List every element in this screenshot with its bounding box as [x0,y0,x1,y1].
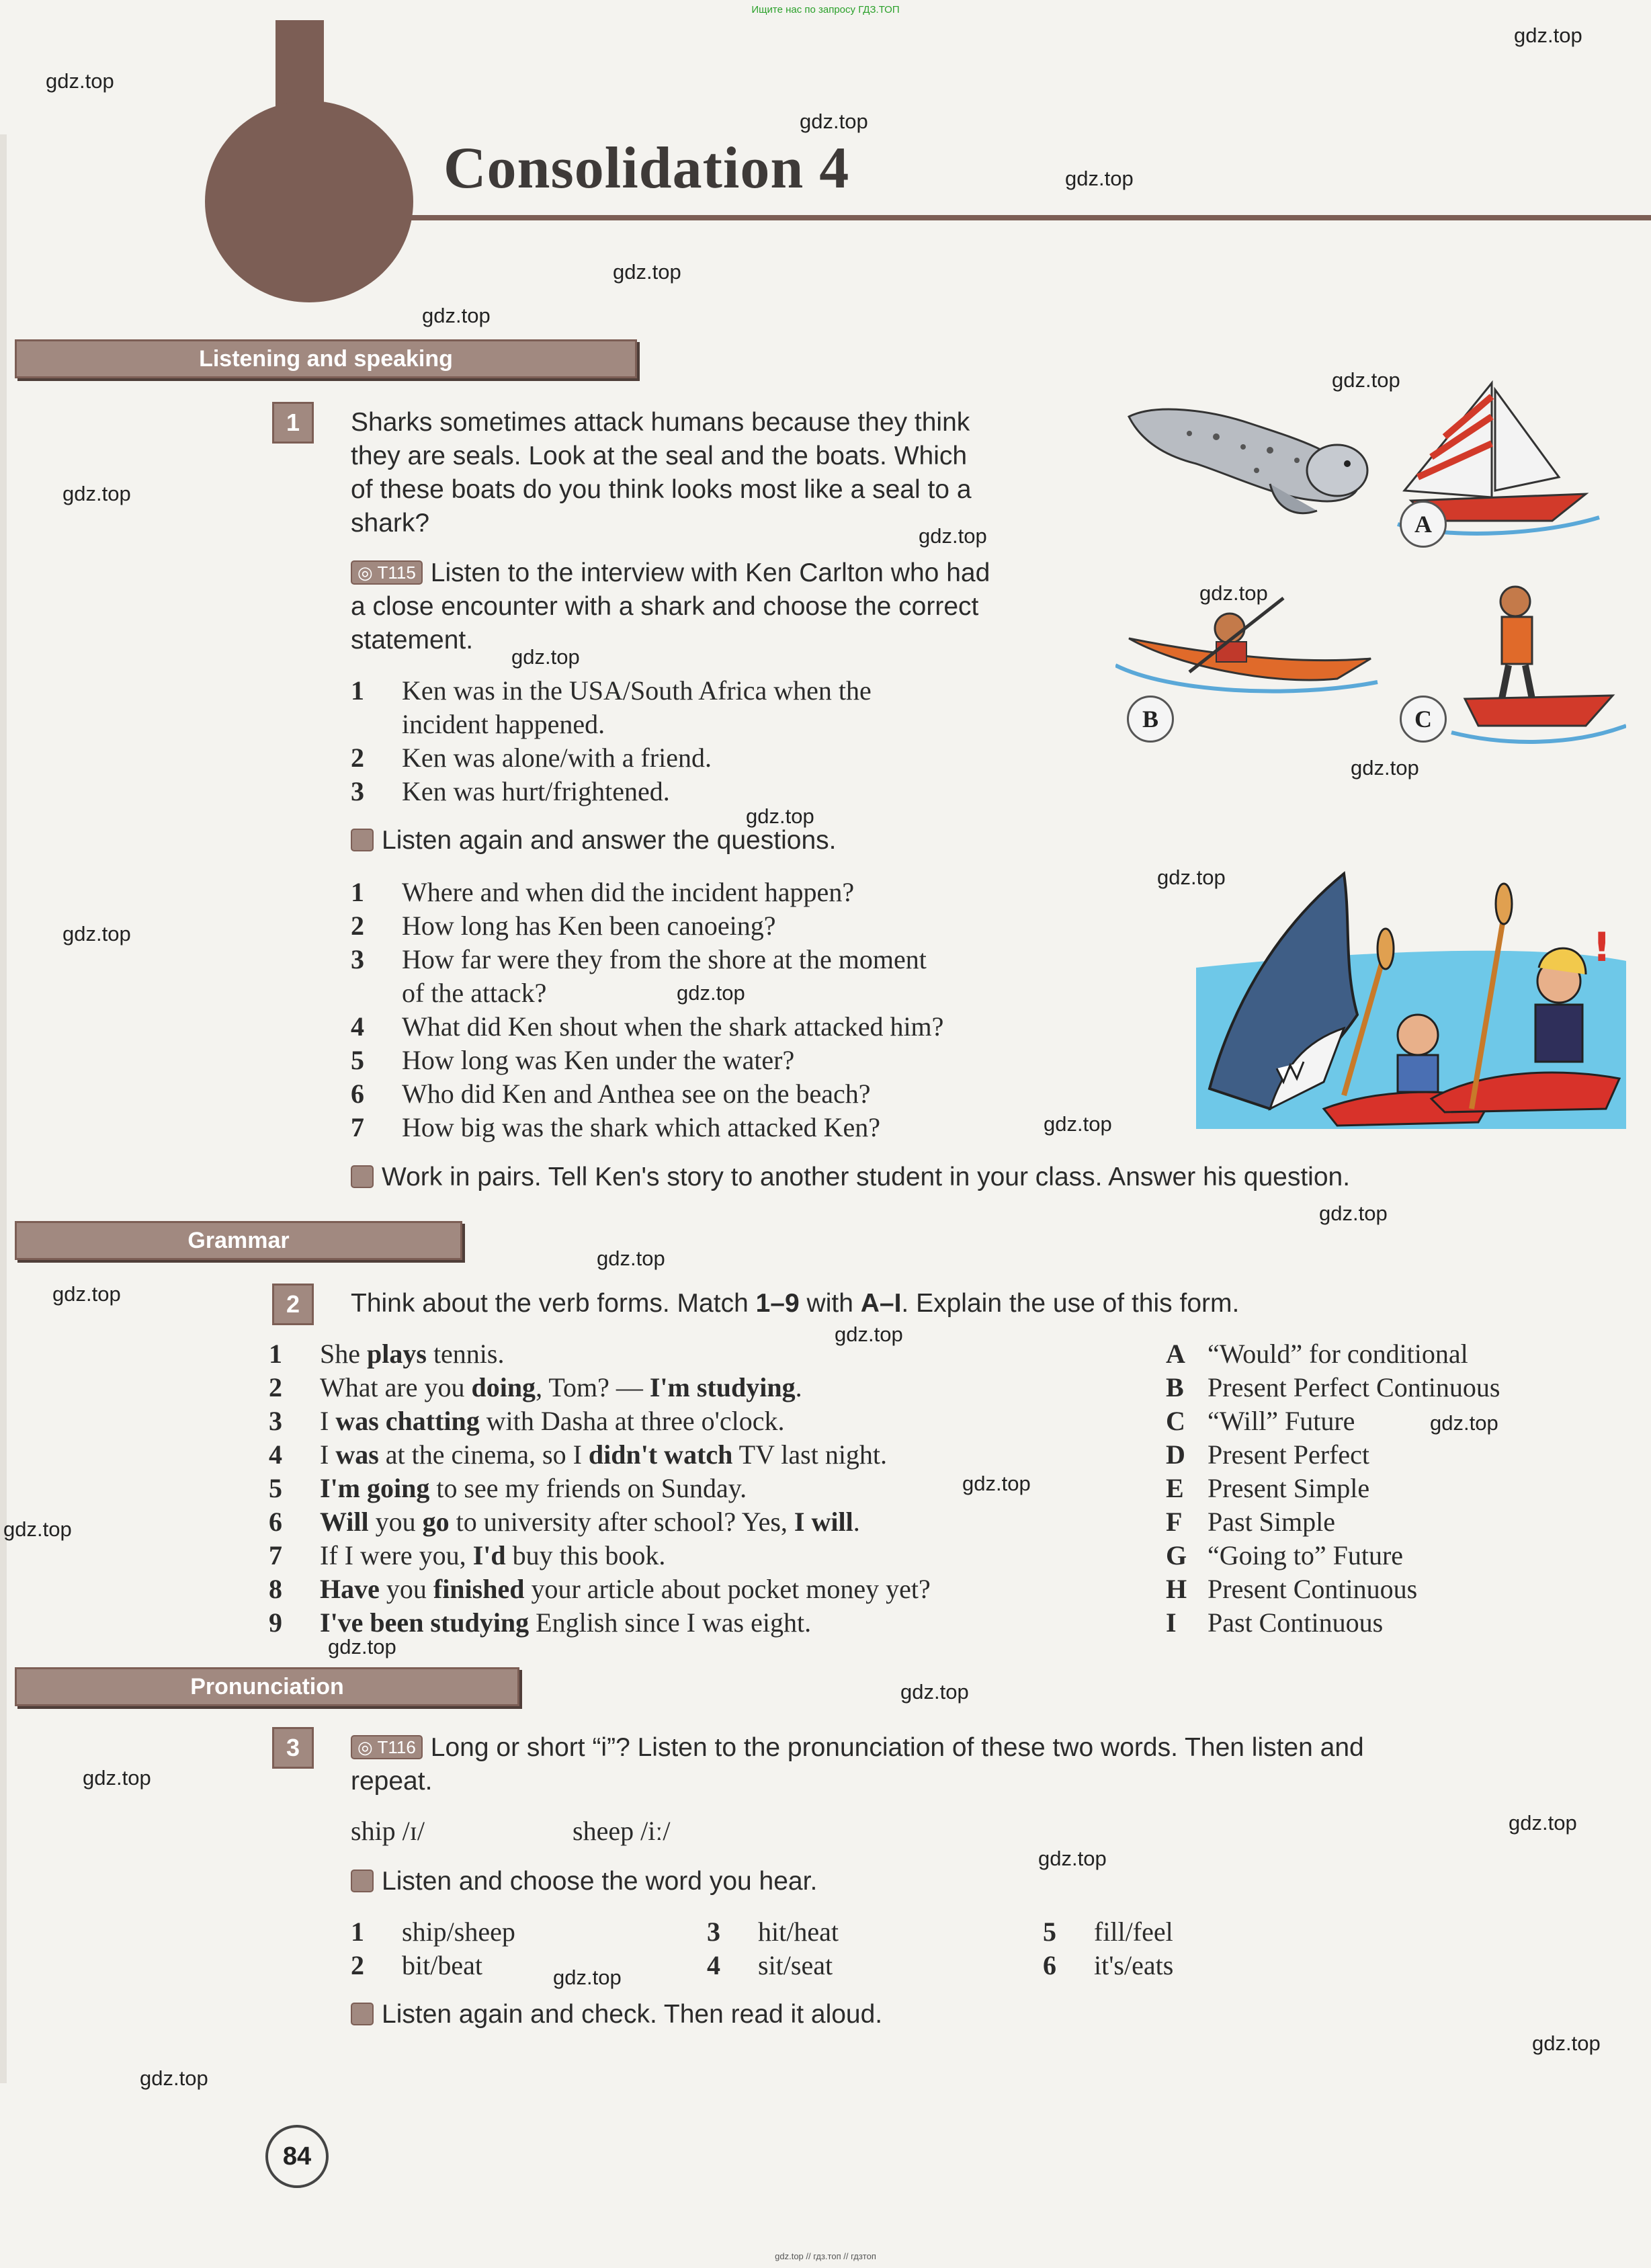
sentence-number: 3 [269,1406,282,1436]
question-item [351,976,943,1010]
word-pair-number: 4 [707,1950,720,1980]
svg-text:!: ! [1593,924,1611,971]
watermark: gdz.top [1199,581,1268,605]
sentence-item [269,1337,931,1371]
question-item [351,1077,943,1111]
question-item-number: 5 [351,1045,364,1075]
question-item-text: What did Ken shout when the shark attacked him? [402,1011,944,1042]
task-square-icon [351,2003,374,2025]
page-edge-shadow [0,134,7,2083]
title-underline [410,215,1651,220]
watermark: gdz.top [1319,1202,1388,1225]
verb-form: plays [367,1339,427,1369]
watermark: gdz.top [140,2066,208,2090]
verb-form: I've been studying [320,1607,530,1638]
ex1-pairwork: Work in pairs. Tell Ken's story to another student in your class. Answer his question. [351,1161,1350,1194]
ex1-intro: Sharks sometimes attack humans because they think they are seals. Look at the seal and the boats. Which of these boats do you think looks most like a seal to a shark? [351,408,972,538]
sentence-number: 6 [269,1507,282,1537]
statement-item [351,775,872,808]
watermark: gdz.top [1514,24,1582,47]
sentence-number: 4 [269,1439,282,1470]
form-letter: E [1166,1473,1184,1503]
form-letter: A [1166,1339,1185,1369]
sentence-item [269,1505,931,1539]
word-pair-number: 2 [351,1950,364,1980]
question-item-text: How far were they from the shore at the moment [402,944,927,974]
word-pair-number: 5 [1043,1917,1056,1947]
ex2-sentences-list [269,1337,931,1640]
form-item [1166,1337,1500,1371]
sentence-number: 1 [269,1339,282,1369]
form-name: Past Continuous [1208,1607,1384,1638]
form-name: Present Continuous [1208,1574,1418,1604]
ex3-word-ship: ship /ɪ/ [351,1816,425,1846]
sentence-item [269,1472,931,1505]
question-item-number: 3 [351,944,364,974]
top-search-hint[interactable]: Ищите нас по запросу ГДЗ.ТОП [751,4,900,15]
ex2-forms-list [1166,1337,1500,1640]
watermark: gdz.top [46,69,114,93]
question-item-text: Who did Ken and Anthea see on the beach? [402,1079,871,1109]
form-item [1166,1472,1500,1505]
title-decor-circle [205,101,413,302]
word-pair-item [1043,1949,1173,1982]
form-letter: G [1166,1540,1187,1570]
question-item [351,1010,943,1044]
kayak-image [1115,598,1378,691]
sentence-number: 7 [269,1540,282,1570]
form-item [1166,1371,1500,1404]
word-pair-item [351,1915,515,1949]
seal-image [1129,409,1367,513]
statement-item-number: 1 [351,675,364,706]
sentence-text: to see my friends on Sunday. [429,1473,747,1503]
verb-form: I will [794,1507,853,1537]
watermark: gdz.top [1044,1112,1112,1136]
statement-item-number: 3 [351,776,364,806]
task-square-icon [351,829,374,851]
watermark: gdz.top [62,482,131,505]
verb-form: finished [433,1574,525,1604]
form-letter: D [1166,1439,1185,1470]
form-name: “Will” Future [1208,1406,1355,1436]
sentence-text: What are you [320,1372,472,1402]
form-name: Present Simple [1208,1473,1370,1503]
form-letter: F [1166,1507,1183,1537]
verb-form: didn't watch [588,1439,733,1470]
word-pair-text: bit/beat [402,1950,482,1980]
sentence-text: If I were you, [320,1540,473,1570]
sentence-text: at the cinema, so I [378,1439,589,1470]
sentence-number: 2 [269,1372,282,1402]
sentence-number: 9 [269,1607,282,1638]
sentence-text: She [320,1339,367,1369]
form-name: Present Perfect Continuous [1208,1372,1500,1402]
ex1-listen-instruction: ◎ T115 Listen to the interview with Ken Carlton who had a close encounter with a shark and choose the correct statement. [351,558,990,655]
word-pair-item [351,1949,482,1982]
exercise-number-3: 3 [272,1727,314,1769]
watermark: gdz.top [746,804,814,828]
word-pair-text: ship/sheep [402,1917,515,1947]
verb-form: Will [320,1507,369,1537]
question-item-text: of the attack? [402,978,547,1008]
sentence-text: TV last night. [732,1439,888,1470]
form-item [1166,1539,1500,1572]
sentence-text: . [853,1507,860,1537]
shark-attack-illustration [1189,867,1633,1136]
form-item [1166,1606,1500,1640]
option-label-c: C [1400,696,1447,743]
watermark: gdz.top [1509,1811,1577,1835]
form-letter: H [1166,1574,1187,1604]
task-square-icon [351,1165,374,1188]
verb-form: doing [471,1372,536,1402]
watermark: gdz.top [1430,1411,1498,1435]
word-pair-text: fill/feel [1094,1917,1173,1947]
watermark: gdz.top [62,922,131,946]
question-item [351,943,943,976]
sentence-number: 8 [269,1574,282,1604]
word-pair-text: hit/heat [758,1917,839,1947]
word-pair-number: 3 [707,1917,720,1947]
form-item [1166,1438,1500,1472]
statement-item-text: Ken was in the USA/South Africa when the [402,675,872,706]
watermark: gdz.top [1332,368,1400,392]
sentence-text: I [320,1406,336,1436]
watermark: gdz.top [613,260,681,284]
question-item-text: How long has Ken been canoeing? [402,911,776,941]
watermark: gdz.top [900,1680,969,1704]
watermark: gdz.top [1157,866,1226,889]
sentence-text: tennis. [426,1339,505,1369]
ex3-choose: Listen and choose the word you hear. [351,1865,817,1898]
section-banner-grammar: Grammar [15,1221,462,1260]
form-letter: B [1166,1372,1184,1402]
sentence-text: I [320,1439,336,1470]
form-letter: C [1166,1406,1185,1436]
question-item [351,1111,943,1144]
word-pair-number: 6 [1043,1950,1056,1980]
sentence-item [269,1438,931,1472]
watermark: gdz.top [677,981,745,1005]
form-letter: I [1166,1607,1177,1638]
sentence-text: with Dasha at three o'clock. [479,1406,785,1436]
sentence-text: you [368,1507,423,1537]
question-item [351,1044,943,1077]
statement-item [351,708,872,741]
form-item [1166,1572,1500,1606]
word-pair-item [707,1915,839,1949]
verb-form: go [422,1507,450,1537]
word-pair-number: 1 [351,1917,364,1947]
watermark: gdz.top [422,304,491,327]
watermark: gdz.top [1038,1847,1107,1870]
section-banner-listening: Listening and speaking [15,339,637,378]
task-square-icon [351,1870,374,1892]
sentence-text: English since I was eight. [529,1607,812,1638]
watermark: gdz.top [83,1766,151,1790]
ex3-word-pairs [351,1915,1359,1989]
ex2-instruction: Think about the verb forms. Match 1–9 with A–I. Explain the use of this form. [351,1289,1240,1318]
jetski-image [1451,587,1626,742]
watermark: gdz.top [511,645,580,669]
ex3-word-sheep: sheep /iː/ [573,1816,671,1846]
question-item [351,909,943,943]
watermark: gdz.top [962,1472,1031,1495]
watermark: gdz.top [1351,756,1419,780]
ex3-instruction: ◎ T116 Long or short “i”? Listen to the pronunciation of these two words. Then listen and repeat. [351,1733,1364,1796]
ex1-listen-again: Listen again and answer the questions. [351,824,836,857]
watermark: gdz.top [800,110,868,133]
watermark: gdz.top [597,1247,665,1270]
watermark: gdz.top [1065,167,1134,190]
form-name: Present Perfect [1208,1439,1370,1470]
exercise-number-2: 2 [272,1284,314,1325]
page-title: Consolidation 4 [443,136,850,201]
watermark: gdz.top [1532,2031,1601,2055]
sentence-number: 5 [269,1473,282,1503]
form-item [1166,1505,1500,1539]
question-item-number: 1 [351,877,364,907]
question-item-text: How big was the shark which attacked Ken? [402,1112,880,1142]
word-pair-item [707,1949,833,1982]
statement-item-number: 2 [351,743,364,773]
sentence-text: buy this book. [505,1540,666,1570]
watermark: gdz.top [328,1635,396,1658]
ex1-statements-list [351,674,872,808]
word-pair-text: sit/seat [758,1950,833,1980]
sentence-text: , Tom? — [536,1372,650,1402]
ex1-questions-list [351,876,943,1144]
option-label-a: A [1400,501,1447,548]
word-pair-item [1043,1915,1173,1949]
verb-form: I'm going [320,1473,430,1503]
audio-track-icon[interactable]: ◎ T115 [351,560,423,585]
word-pair-text: it's/eats [1094,1950,1174,1980]
sentence-item [269,1371,931,1404]
exercise-number-1: 1 [272,402,314,444]
question-item-number: 4 [351,1011,364,1042]
sentence-text: to university after school? Yes, [449,1507,794,1537]
bottom-link[interactable]: gdz.top // гдз.топ // гдзтоп [775,2251,876,2261]
question-item-text: Where and when did the incident happen? [402,877,855,907]
question-item-number: 2 [351,911,364,941]
watermark: gdz.top [919,524,987,548]
watermark: gdz.top [3,1517,72,1541]
verb-form: I'm studying [649,1372,796,1402]
sentence-item [269,1572,931,1606]
question-item-number: 6 [351,1079,364,1109]
statement-item-text: Ken was hurt/frightened. [402,776,670,806]
sentence-text: . [795,1372,802,1402]
sentence-text: you [379,1574,433,1604]
statement-item [351,674,872,708]
statement-item-text: Ken was alone/with a friend. [402,743,712,773]
question-item-number: 7 [351,1112,364,1142]
statement-item-text: incident happened. [402,709,605,739]
watermark: gdz.top [553,1966,622,1989]
form-name: “Would” for conditional [1208,1339,1468,1369]
watermark: gdz.top [835,1322,903,1346]
question-item-text: How long was Ken under the water? [402,1045,795,1075]
verb-form: was [335,1439,379,1470]
sentence-text: your article about pocket money yet? [524,1574,931,1604]
section-banner-pronunciation: Pronunciation [15,1667,519,1706]
verb-form: was chatting [335,1406,480,1436]
question-item [351,876,943,909]
form-name: “Going to” Future [1208,1540,1404,1570]
seal-and-boats-illustration [1115,376,1626,753]
page-number: 84 [265,2125,329,2188]
sentence-item [269,1539,931,1572]
watermark: gdz.top [52,1282,121,1306]
verb-form: Have [320,1574,380,1604]
sentence-item [269,1404,931,1438]
ex3-check: Listen again and check. Then read it aloud. [351,1998,882,2031]
option-label-b: B [1127,696,1174,743]
statement-item [351,741,872,775]
audio-track-icon[interactable]: ◎ T116 [351,1735,423,1759]
verb-form: I'd [472,1540,506,1570]
form-name: Past Simple [1208,1507,1336,1537]
